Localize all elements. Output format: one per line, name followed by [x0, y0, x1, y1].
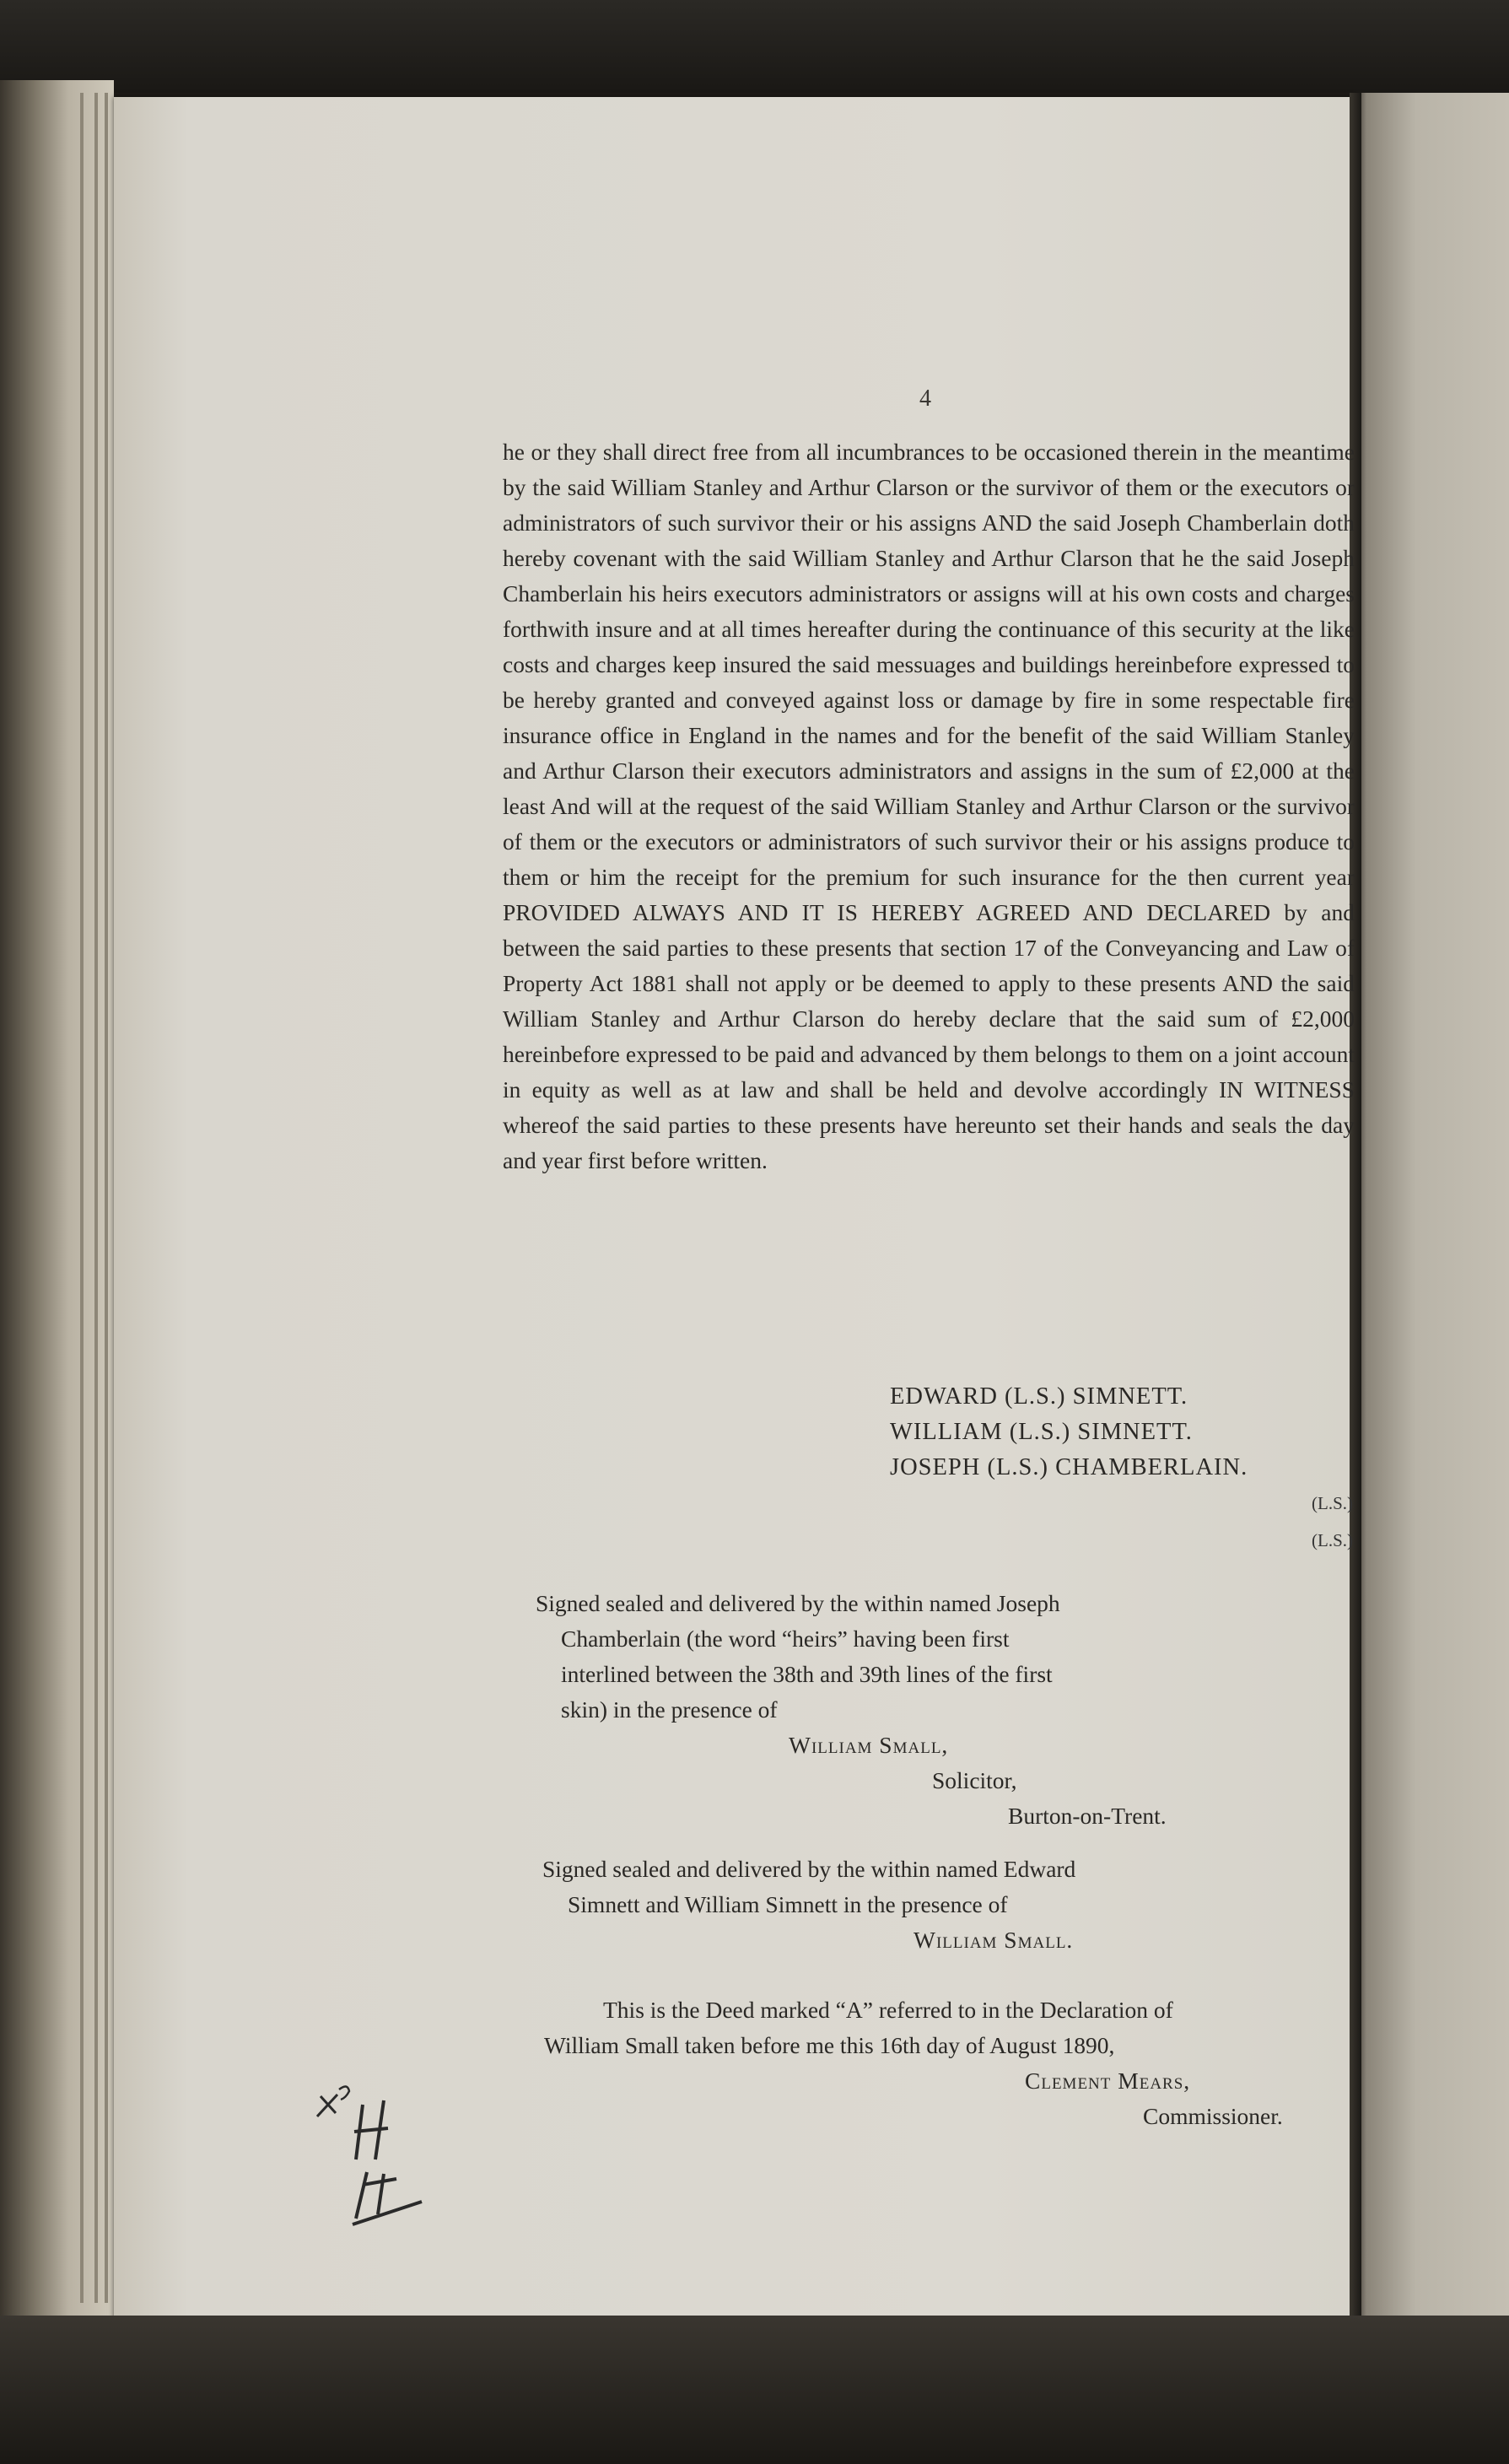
witness-name: William Small.: [913, 1927, 1074, 1953]
commissioner-title: Commissioner.: [1143, 2103, 1283, 2129]
page-edge: [105, 93, 108, 2303]
signature-william-simnett: WILLIAM (L.S.) SIMNETT.: [890, 1419, 1193, 1445]
signature-edward-simnett: EDWARD (L.S.) SIMNETT.: [890, 1383, 1188, 1410]
book-binding-top: [0, 0, 1509, 93]
deed-body: [503, 434, 1355, 1178]
commissioner-declaration: [544, 1992, 1337, 2134]
signature-joseph-chamberlain: JOSEPH (L.S.) CHAMBERLAIN.: [890, 1454, 1248, 1480]
seal-marks: [1312, 1485, 1353, 1559]
attestation-line: Signed sealed and delivered by the within named Joseph: [536, 1590, 1060, 1616]
witness-role: Solicitor,: [932, 1767, 1017, 1793]
page-number: 4: [919, 386, 931, 412]
witness-name: William Small,: [789, 1732, 949, 1758]
seal-mark: (L.S.): [1312, 1493, 1353, 1513]
signature-block: [890, 1379, 1248, 1485]
bottom-shadow: [0, 2316, 1509, 2464]
deed-body-text: he or they shall direct free from all incumbrances to be occasioned therein in the meantime by the said William Stanley and Arthur Clarson or the survivor of them or the executors or administrators of such survivor their or his assigns AND the said Joseph Chamberlain doth hereby covenant with the said William Stanley and Arthur Clarson that he the said Joseph Chamberlain his heirs executors administrators or assigns will at his own costs and charges forthwith insure and at all times hereafter during the continuance of this security at the like costs and charges keep insured the said messuages and buildings hereinbefore expressed to be hereby granted and conveyed against loss or damage by fire in some respectable fire insurance office in England in the names and for the benefit of the said William Stanley and Arthur Clarson their executors administrators and assigns in the sum of £2,000 at the least And will at the request of the said William Stanley and Arthur Clarson or the survivor of them or the executors or administrators of such survivor their or his assigns produce to them or him the receipt for the premium for such insurance for the then current year PROVIDED ALWAYS AND IT IS HEREBY AGREED AND DECLARED by and between the said parties to these presents that section 17 of the Conveyancing and Law of Property Act 1881 shall not apply or be deemed to apply to these presents AND the said William Stanley and Arthur Clarson do hereby declare that the said sum of £2,000 hereinbefore expressed to be paid and advanced by them belongs to them on a joint account in equity as well as at law and shall be held and devolve accordingly IN WITNESS whereof the said parties to these presents have hereunto set their hands and seals the day and year first before written.: [503, 439, 1355, 1173]
declaration-line: This is the Deed marked “A” referred to in the Declaration of: [603, 1997, 1173, 2023]
seal-mark: (L.S.): [1312, 1530, 1353, 1550]
book-gutter: [1350, 93, 1361, 2328]
attestation-line: Simnett and William Simnett in the presence of: [568, 1891, 1008, 1917]
page-edge: [94, 93, 98, 2303]
attestation-clause-simnett: [542, 1852, 1217, 1958]
attestation-line: Chamberlain (the word “heirs” having been first: [561, 1626, 1010, 1652]
attestation-line: Signed sealed and delivered by the within named Edward: [542, 1856, 1076, 1882]
adjacent-page: [1354, 93, 1509, 2337]
attestation-line: skin) in the presence of: [561, 1696, 778, 1723]
witness-place: Burton-on-Trent.: [1008, 1803, 1167, 1829]
attestation-line: interlined between the 38th and 39th lines of the first: [561, 1661, 1053, 1687]
document-page: [114, 97, 1354, 2320]
attestation-clause-chamberlain: [536, 1586, 1202, 1834]
handwritten-initials-mark: [304, 2079, 430, 2231]
page-edge: [80, 93, 84, 2303]
commissioner-name: Clement Mears,: [1025, 2068, 1191, 2094]
declaration-line: William Small taken before me this 16th day of August 1890,: [544, 2032, 1115, 2058]
